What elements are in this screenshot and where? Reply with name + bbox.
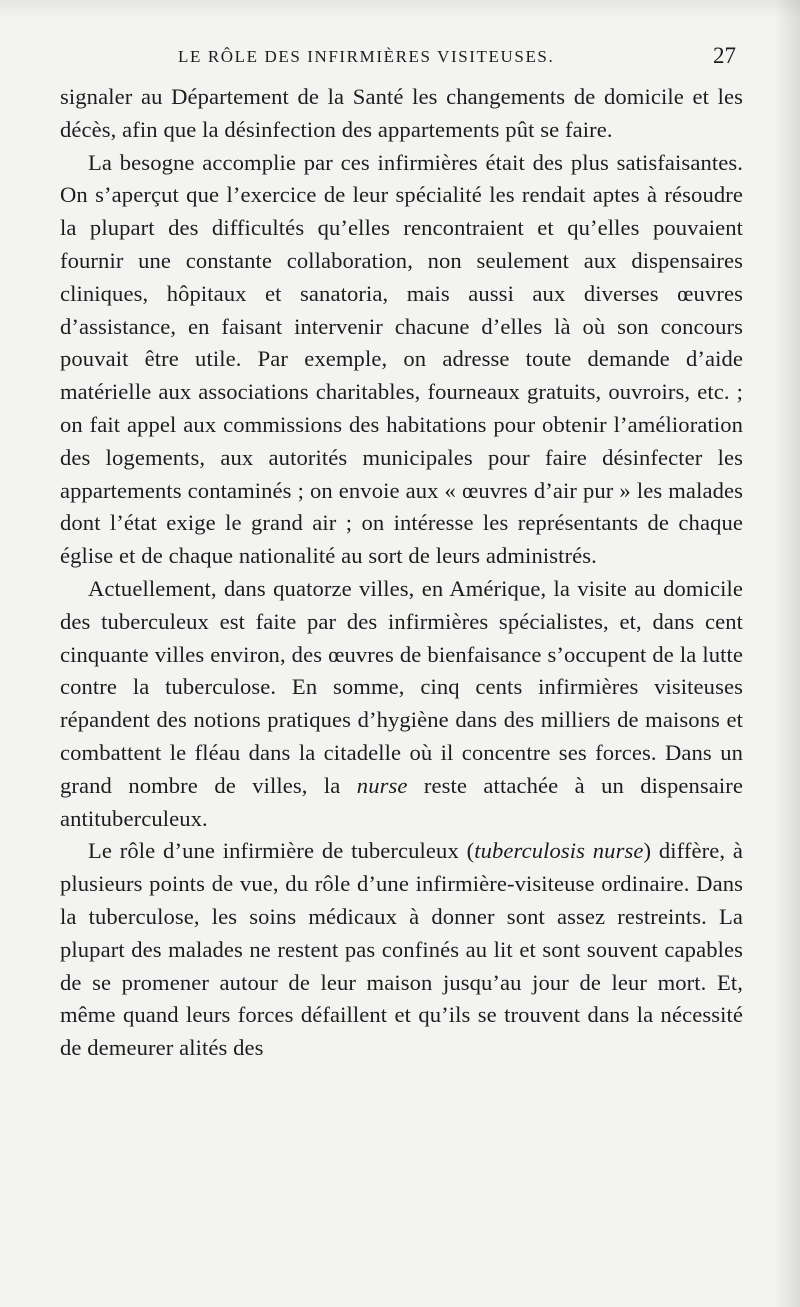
page-top-shadow — [0, 0, 800, 18]
page-header — [60, 43, 740, 73]
paragraph-text: La besogne accomplie par ces infirmières était des plus satisfaisantes. On s’aperçut que l’exercice de leur spécialité les rendait aptes à résoudre la plupart des difficultés qu’elles rencontraient et qu’elles pouvaient fournir une constante collaboration, non seulement aux dispensaires cliniques, hôpitaux et sanatoria, mais aussi aux diverses œuvres d’assistance, en faisant intervenir chacune d’elles là où son concours pouvait être utile. Par exemple, on adresse toute demande d’aide matérielle aux associations charitables, fourneaux gratuits, ouvroirs, etc. ; on fait appel aux commissions des habitations pour obtenir l’amélioration des logements, aux autorités municipales pour faire désinfecter les appartements contaminés ; on envoie aux « œuvres d’air pur » les malades dont l’état exige le grand air ; on intéresse les représentants de chaque église et de chaque nationalité au sort de leurs administrés. — [60, 149, 743, 569]
paragraph-text: ) diffère, à plusieurs points de vue, du rôle d’une infirmière-visiteuse ordinaire. Dans la tuberculose, les soins médicaux à donner sont assez restreints. La plupart des malades ne restent pas confinés au lit et sont souvent capables de se promener autour de leur maison jusqu’au jour de leur mort. Et, même quand leurs forces défaillent et qu’ils se trouvent dans la nécessité de demeurer alités des — [60, 838, 743, 1061]
paragraph — [60, 147, 743, 573]
paragraph-text: signaler au Département de la Santé les changements de domicile et les décès, afin que la désinfection des appartements pût se faire. — [60, 84, 743, 142]
italic-term: tuberculosis nurse — [474, 838, 644, 864]
italic-term: nurse — [356, 772, 408, 798]
paragraph-text: reste attachée à un dispensaire antituberculeux. — [60, 772, 744, 831]
paragraph — [60, 835, 743, 1065]
page-gutter-shadow — [774, 0, 800, 1307]
paragraph-text: Le rôle d’une infirmière de tuberculeux ( — [88, 838, 475, 864]
paragraph-text: Actuellement, dans quatorze villes, en Amérique, la visite au domicile des tuberculeux est faite par des infirmières spécialistes, et, dans cent cinquante villes environ, des œuvres de bienfaisance s’occupent de la lutte contre la tuberculose. En somme, cinq cents infirmières visiteuses répandent des notions pratiques d’hygiène dans des milliers de maisons et combattent le fléau dans la citadelle où il concentre ses forces. Dans un grand nombre de villes, la — [60, 575, 743, 798]
running-head: LE RÔLE DES INFIRMIÈRES VISITEUSES. — [178, 47, 555, 66]
body-text — [60, 81, 743, 1065]
page-number: 27 — [713, 43, 736, 68]
paragraph — [60, 573, 743, 835]
paragraph-continued — [60, 81, 743, 147]
